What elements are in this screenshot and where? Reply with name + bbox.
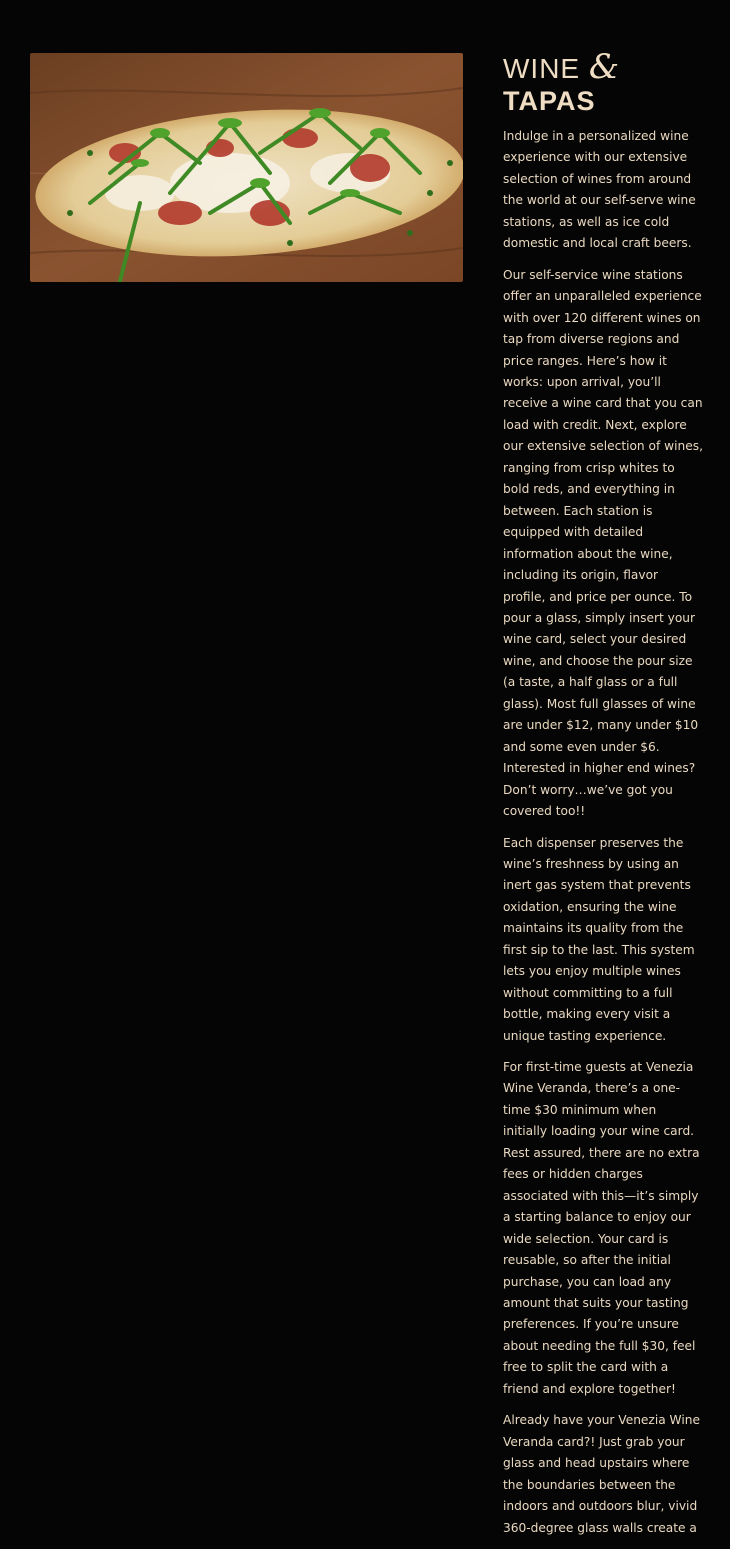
paragraph-dispenser: Each dispenser preserves the wine’s freshness by using an inert gas system that prevents oxidation, ensuring the wine maintains its quality from the first sip to the last. This system lets you enjoy multiple wines without committing to a full bottle, making every visit a unique tasting experience. [503,835,695,1043]
paragraph-how-it-works: Our self-service wine stations offer an unparalleled experience with over 120 different wines on tap from diverse regions and price ranges. Here’s how it works: upon arrival, you’ll receive a wine card that you can load with credit. Next, explore our extensive selection of wines, ranging from crisp whites to bold reds, and everything in between. Each station is equipped with detailed information about the wine, including its origin, flavor profile, and price per ounce. To pour a glass, simply insert your wine card, select your desired wine, and choose the pour size (a taste, a half glass or a full glass). Most full glasses of wine are under $12, many under $10 and some even under $6. Interested in higher end wines? Don’t worry…we’ve got you covered too!! [503,267,703,819]
section-heading [503,47,703,116]
content-column [503,47,703,1549]
paragraph-first-time-guests: For first-time guests at Venezia Wine Veranda, there’s a one-time $30 minimum when initially loading your wine card. Rest assured, there are no extra fees or hidden charges associated with this—it’s simply a starting balance to enjoy our wide selection. Your card is reusable, so after the initial purchase, you can load any amount that suits your tasting preferences. If you’re unsure about needing the full $30, feel free to split the card with a friend and explore together! [503,1060,700,1396]
flatbread-photo [30,53,463,282]
heading-line-tapas: TAPAS [503,86,596,116]
paragraph-existing-card: Already have your Venezia Wine Veranda card?! Just grab your glass and head upstairs where the boundaries between the indoors and outdoors blur, vivid 360-degree glass walls create a [503,1413,700,1535]
heading-ampersand: & [588,47,621,87]
heading-line-wine [503,47,703,87]
heading-word-wine: WINE [503,53,581,84]
hero-image [30,53,463,282]
paragraph-intro: Indulge in a personalized wine experience with our extensive selection of wines from around the world at our self-serve wine stations, as well as ice cold domestic and local craft beers. [503,129,696,251]
